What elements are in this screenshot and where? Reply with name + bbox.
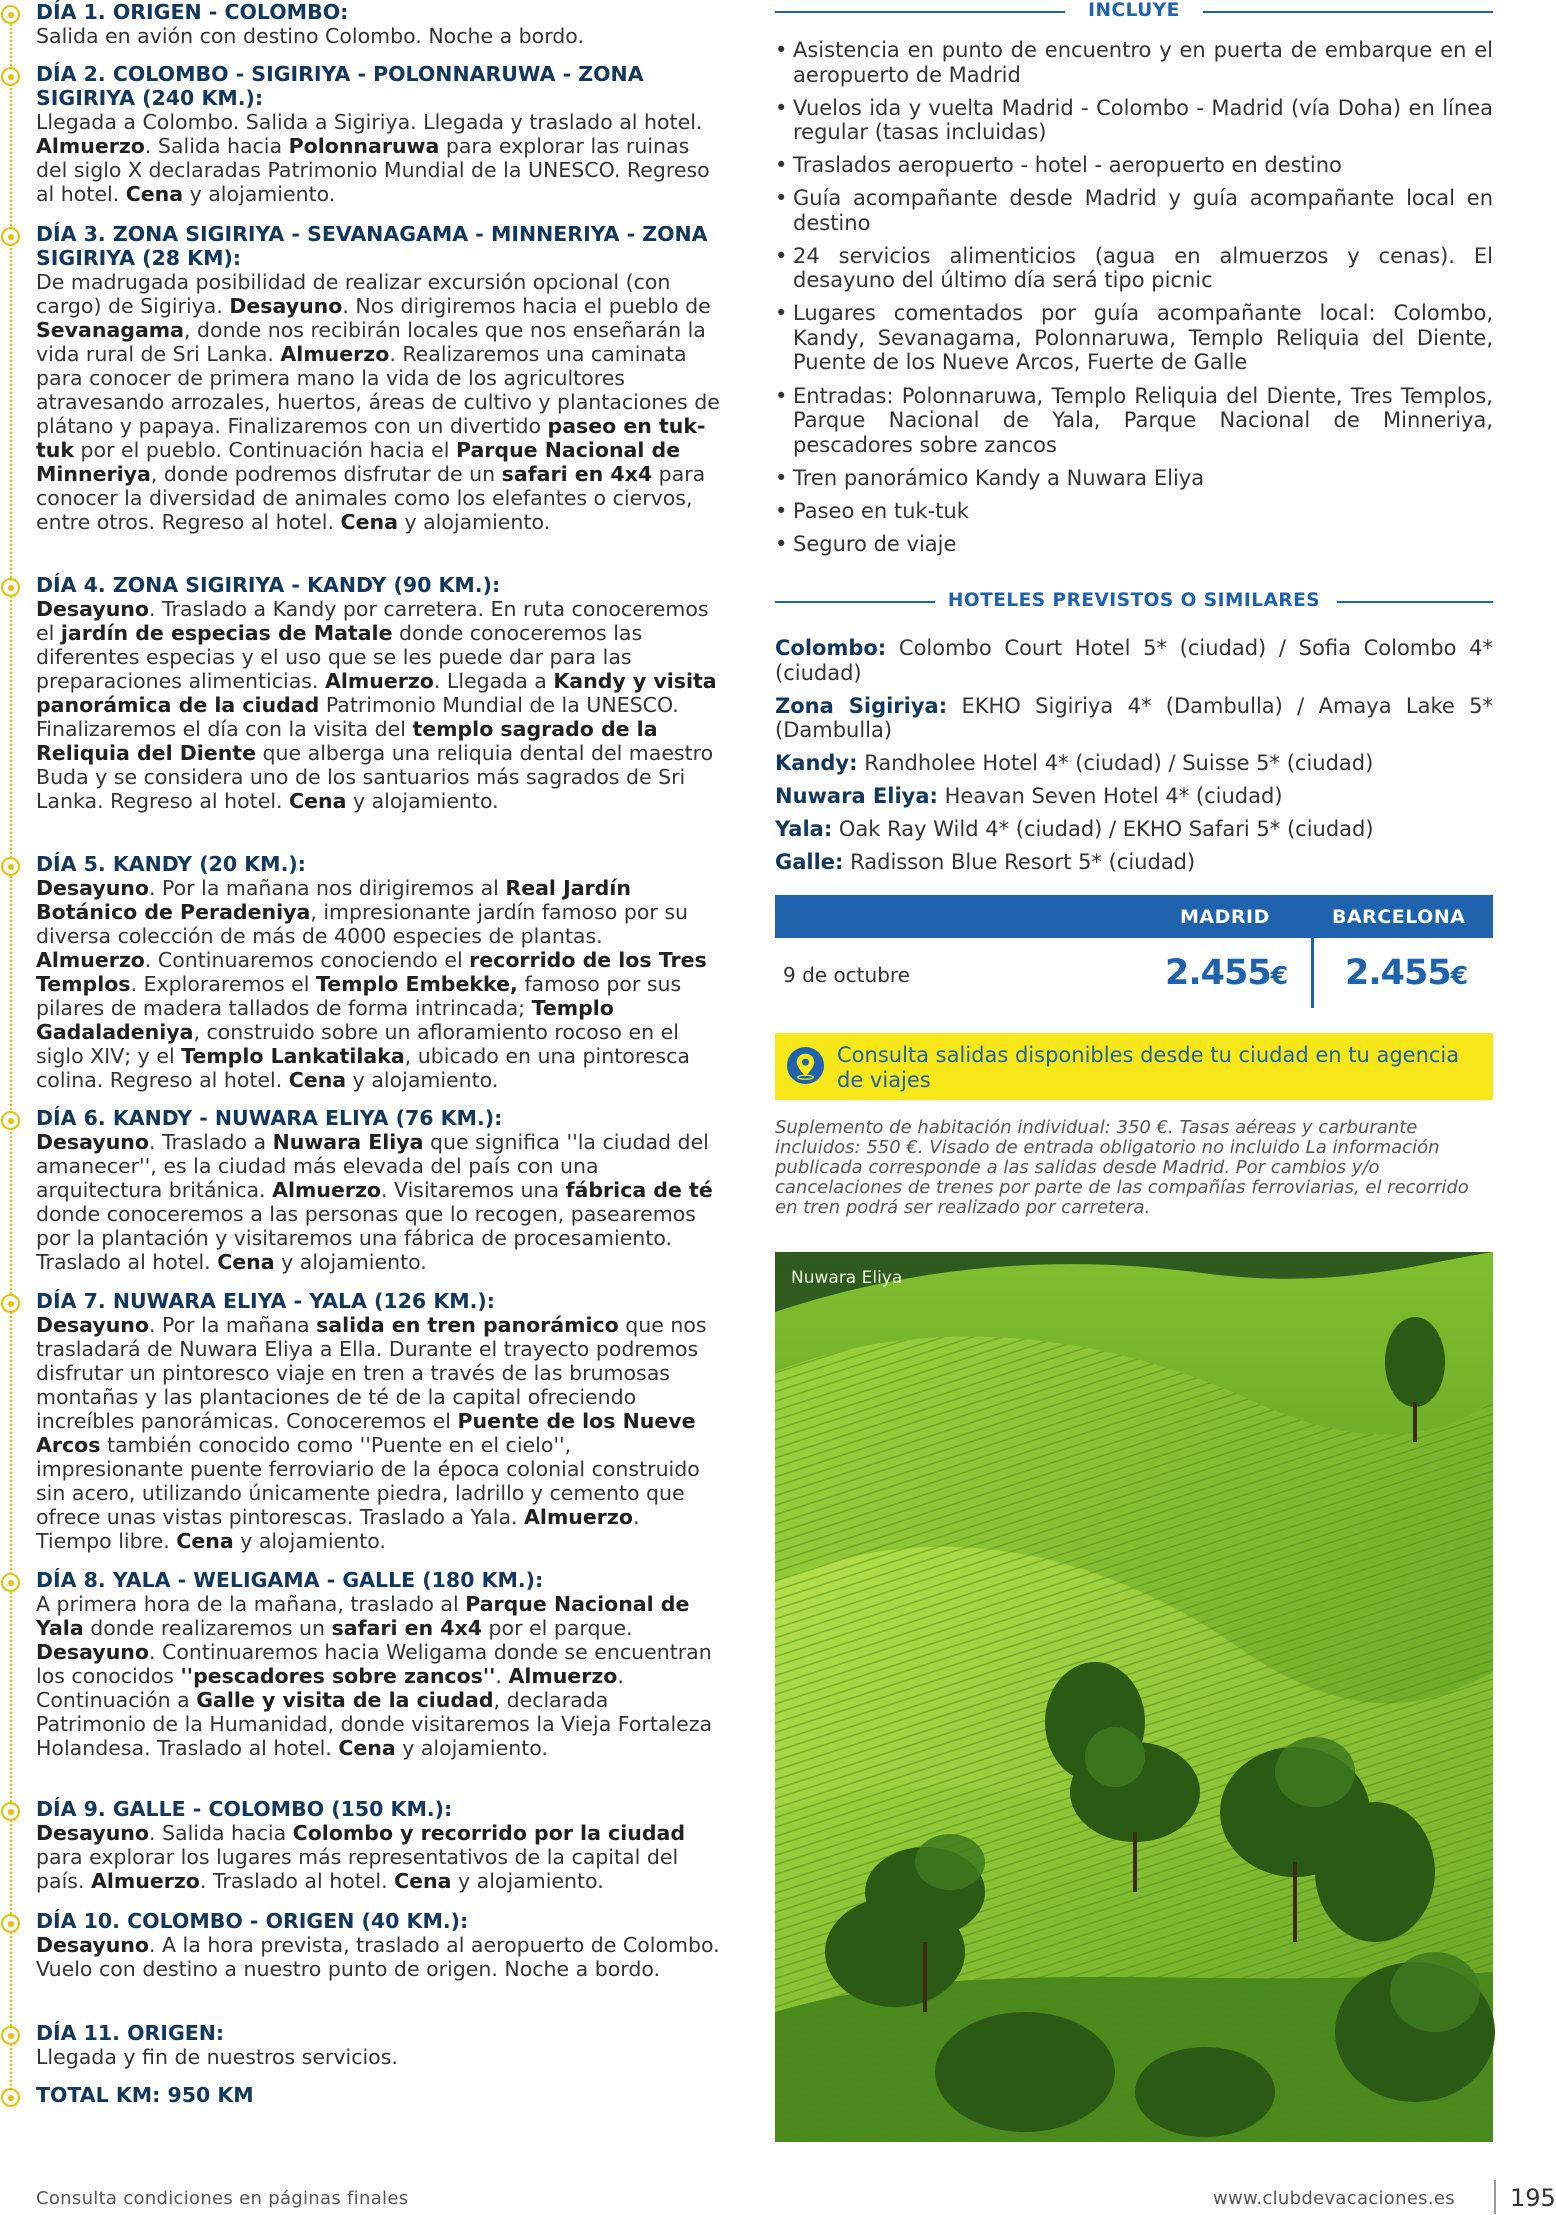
list-item: • Tren panorámico Kandy a Nuwara Eliya	[775, 466, 1493, 491]
hotel-zone: Galle:	[775, 850, 844, 875]
supplement-note: Suplemento de habitación individual: 350 €. Tasas aéreas y carburante incluidos: 550 €. Visado de entrada obligatorio no incluido La información publicada corresponde a las salidas desde Madrid. Por cambios y/o cancelaciones de trenes por parte de las compañías ferroviarias, el recorrido en tren podrá ser realizado por carretera.	[775, 1117, 1469, 1218]
day-4	[0, 573, 720, 813]
hotel-zone: Zona Sigiriya:	[775, 693, 948, 718]
day-text: Llegada y fin de nuestros servicios.	[36, 2045, 398, 2069]
hotel-names: EKHO Sigiriya 4* (Dambulla) / Amaya Lake 5* (Dambulla)	[775, 693, 1493, 743]
timeline-marker-icon	[1, 227, 20, 246]
departures-notice	[775, 1033, 1493, 1100]
hotel-zone: Kandy:	[775, 751, 858, 776]
total-km-label: TOTAL KM: 950 KM	[36, 2083, 254, 2107]
hotels-header	[775, 590, 1493, 614]
day-title: DÍA 4. ZONA SIGIRIYA - KANDY (90 KM.):	[36, 573, 501, 597]
price-madrid-value: 2.455	[1165, 953, 1271, 993]
list-item: • Guía acompañante desde Madrid y guía acompañante local en destino	[775, 186, 1493, 235]
timeline-marker-icon	[1, 1111, 20, 1130]
day-title: DÍA 1. ORIGEN - COLOMBO:	[36, 0, 349, 24]
day-8	[0, 1568, 720, 1760]
landscape-illustration	[775, 1252, 1493, 2142]
timeline-marker-icon	[1, 1802, 20, 1821]
price-barcelona	[1345, 953, 1467, 993]
hotel-names: Oak Ray Wild 4* (ciudad) / EKHO Safari 5* (ciudad)	[838, 817, 1374, 842]
location-pin-icon	[786, 1046, 825, 1085]
hotel-names: Heavan Seven Hotel 4* (ciudad)	[944, 784, 1283, 809]
day-6	[0, 1106, 720, 1274]
day-title: DÍA 5. KANDY (20 KM.):	[36, 852, 306, 876]
departure-date: 9 de octubre	[783, 963, 910, 987]
timeline-marker-icon	[1, 5, 20, 24]
day-1	[0, 0, 720, 48]
timeline-marker-icon	[1, 67, 20, 86]
total-km	[0, 2083, 720, 2107]
timeline-marker-icon	[1, 1914, 20, 1933]
day-text: Desayuno. A la hora prevista, traslado al aeropuerto de Colombo. Vuelo con destino a nuestro punto de origen. Noche a bordo.	[36, 1933, 720, 1981]
hotels-list	[775, 636, 1493, 884]
hotel-row	[775, 817, 1493, 842]
hotel-row	[775, 784, 1493, 809]
timeline-marker-icon	[1, 1573, 20, 1592]
list-item: • Asistencia en punto de encuentro y en puerta de embarque en el aeropuerto de Madrid	[775, 38, 1493, 87]
hotel-row	[775, 694, 1493, 743]
day-text: Desayuno. Salida hacia Colombo y recorrido por la ciudad para explorar los lugares más representativos de la capital del país. Almuerzo. Traslado al hotel. Cena y alojamiento.	[36, 1821, 686, 1893]
day-11	[0, 2021, 720, 2069]
photo-caption: Nuwara Eliya	[791, 1268, 903, 1288]
day-title: DÍA 7. NUWARA ELIYA - YALA (126 KM.):	[36, 1289, 495, 1313]
day-title: DÍA 8. YALA - WELIGAMA - GALLE (180 KM.):	[36, 1568, 544, 1592]
day-text: Desayuno. Traslado a Nuwara Eliya que significa ''la ciudad del amanecer'', es la ciudad más elevada del país con una arquitectura británica. Almuerzo. Visitaremos una fábrica de té donde conoceremos a las personas que lo recogen, pasearemos por la plantación y visitaremos una fábrica de procesamiento. Traslado al hotel. Cena y alojamiento.	[36, 1130, 713, 1274]
includes-title: INCLUYE	[1088, 0, 1180, 21]
day-text: Salida en avión con destino Colombo. Noche a bordo.	[36, 24, 585, 48]
day-3	[0, 222, 720, 534]
timeline-marker-icon	[1, 2088, 20, 2107]
price-table-header	[775, 895, 1493, 938]
day-title: DÍA 3. ZONA SIGIRIYA - SEVANAGAMA - MINNERIYA - ZONA SIGIRIYA (28 KM):	[36, 222, 708, 270]
list-item: • Seguro de viaje	[775, 532, 1493, 557]
hotel-names: Colombo Court Hotel 5* (ciudad) / Sofia Colombo 4* (ciudad)	[775, 636, 1493, 685]
currency-symbol: €	[1270, 961, 1288, 990]
list-item: • Entradas: Polonnaruwa, Templo Reliquia del Diente, Tres Templos, Parque Nacional de Yala, Parque Nacional de Minneriya, pescadores sobre zancos	[775, 384, 1493, 458]
day-title: DÍA 2. COLOMBO - SIGIRIYA - POLONNARUWA - ZONA SIGIRIYA (240 KM.):	[36, 62, 644, 110]
price-table	[775, 895, 1493, 1008]
day-text: Desayuno. Por la mañana salida en tren panorámico que nos trasladará de Nuwara Eliya a Ella. Durante el trayecto podremos disfrutar un pintoresco viaje en tren a través de las brumosas montañas y las plantaciones de té de la capital ofreciendo increíbles panorámicas. Conoceremos el Puente de los Nueve Arcos también conocido como ''Puente en el cielo'', impresionante puente ferroviario de la época colonial construido sin acero, utilizando únicamente piedra, ladrillo y cemento que ofrece unas vistas pintorescas. Traslado a Yala. Almuerzo. Tiempo libre. Cena y alojamiento.	[36, 1313, 707, 1553]
day-text: Llegada a Colombo. Salida a Sigiriya. Llegada y traslado al hotel. Almuerzo. Salida hacia Polonnaruwa para explorar las ruinas del siglo X declaradas Patrimonio Mundial de la UNESCO. Regreso al hotel. Cena y alojamiento.	[36, 110, 710, 206]
hotel-zone: Nuwara Eliya:	[775, 784, 938, 809]
includes-header	[775, 0, 1493, 24]
day-text: Desayuno. Traslado a Kandy por carretera. En ruta conoceremos el jardín de especias de Matale donde conoceremos las diferentes especias y el uso que se les puede dar para las preparaciones alimenticias. Almuerzo. Llegada a Kandy y visita panorámica de la ciudad Patrimonio Mundial de la UNESCO. Finalizaremos el día con la visita del templo sagrado de la Reliquia del Diente que alberga una reliquia dental del maestro Buda y se considera uno de los santuarios más sagrados de Sri Lanka. Regreso al hotel. Cena y alojamiento.	[36, 597, 717, 813]
currency-symbol: €	[1450, 961, 1468, 990]
timeline-marker-icon	[1, 1294, 20, 1313]
footer-url[interactable]: www.clubdevacaciones.es	[1213, 2188, 1455, 2209]
price-madrid	[1165, 953, 1287, 993]
day-title: DÍA 10. COLOMBO - ORIGEN (40 KM.):	[36, 1909, 469, 1933]
timeline-marker-icon	[1, 857, 20, 876]
day-9	[0, 1797, 720, 1893]
notice-text: Consulta salidas disponibles desde tu ciudad en tu agencia de viajes	[837, 1043, 1460, 1092]
hotel-names: Randholee Hotel 4* (ciudad) / Suisse 5* (ciudad)	[864, 751, 1374, 776]
list-item: • Lugares comentados por guía acompañante local: Colombo, Kandy, Sevanagama, Polonnaruwa, Templo Reliquia del Diente, Puente de los Nueve Arcos, Fuerte de Galle	[775, 301, 1493, 375]
day-title: DÍA 9. GALLE - COLOMBO (150 KM.):	[36, 1797, 453, 1821]
hotels-title: HOTELES PREVISTOS O SIMILARES	[947, 590, 1321, 611]
list-item: • Traslados aeropuerto - hotel - aeropuerto en destino	[775, 153, 1493, 178]
page-number: 195	[1510, 2184, 1556, 2212]
hotel-row	[775, 850, 1493, 875]
day-title: DÍA 6. KANDY - NUWARA ELIYA (76 KM.):	[36, 1106, 503, 1130]
col-header-madrid: MADRID	[1180, 906, 1270, 928]
timeline-marker-icon	[1, 2026, 20, 2045]
list-item: • Vuelos ida y vuelta Madrid - Colombo - Madrid (vía Doha) en línea regular (tasas incluidas)	[775, 96, 1493, 145]
tea-plantation-photo	[775, 1252, 1493, 2142]
hotel-zone: Yala:	[775, 817, 833, 842]
day-text: Desayuno. Por la mañana nos dirigiremos al Real Jardín Botánico de Peradeniya, impresionante jardín famoso por su diversa colección de más de 4000 especies de plantas. Almuerzo. Continuaremos conociendo el recorrido de los Tres Templos. Exploraremos el Templo Embekke, famoso por sus pilares de madera tallados de forma intrincada; Templo Gadaladeniya, construido sobre un afloramiento rocoso en el siglo XIV; y el Templo Lankatilaka, ubicado en una pintoresca colina. Regreso al hotel. Cena y alojamiento.	[36, 876, 707, 1092]
price-barcelona-value: 2.455	[1345, 953, 1451, 993]
day-10	[0, 1909, 720, 1981]
includes-list	[775, 38, 1493, 565]
footer-separator	[1494, 2180, 1496, 2214]
hotel-zone: Colombo:	[775, 636, 887, 660]
hotel-names: Radisson Blue Resort 5* (ciudad)	[850, 850, 1196, 875]
day-7	[0, 1289, 720, 1553]
column-divider	[1311, 938, 1314, 1008]
day-text: A primera hora de la mañana, traslado al Parque Nacional de Yala donde realizaremos un safari en 4x4 por el parque. Desayuno. Continuaremos hacia Weligama donde se encuentran los conocidos ''pescadores sobre zancos''. Almuerzo. Continuación a Galle y visita de la ciudad, declarada Patrimonio de la Humanidad, donde visitaremos la Vieja Fortaleza Holandesa. Traslado al hotel. Cena y alojamiento.	[36, 1592, 713, 1760]
list-item: • Paseo en tuk-tuk	[775, 499, 1493, 524]
hotel-row	[775, 751, 1493, 776]
day-2	[0, 62, 720, 206]
day-text: De madrugada posibilidad de realizar excursión opcional (con cargo) de Sigiriya. Desayuno. Nos dirigiremos hacia el pueblo de Sevanagama, donde nos recibirán locales que nos enseñarán la vida rural de Sri Lanka. Almuerzo. Realizaremos una caminata para conocer de primera mano la vida de los agricultores atravesando arrozales, huertos, áreas de cultivo y plantaciones de plátano y papaya. Finalizaremos con un divertido paseo en tuk-tuk por el pueblo. Continuación hacia el Parque Nacional de Minneriya, donde podremos disfrutar de un safari en 4x4 para conocer la diversidad de animales como los elefantes o ciervos, entre otros. Regreso al hotel. Cena y alojamiento.	[36, 270, 720, 534]
day-title: DÍA 11. ORIGEN:	[36, 2021, 225, 2045]
hotel-row	[775, 636, 1493, 685]
day-5	[0, 852, 720, 1092]
list-item: • 24 servicios alimenticios (agua en almuerzos y cenas). El desayuno del último día será tipo picnic	[775, 244, 1493, 293]
col-header-barcelona: BARCELONA	[1332, 906, 1466, 928]
footer-conditions: Consulta condiciones en páginas finales	[36, 2188, 409, 2209]
timeline-marker-icon	[1, 578, 20, 597]
